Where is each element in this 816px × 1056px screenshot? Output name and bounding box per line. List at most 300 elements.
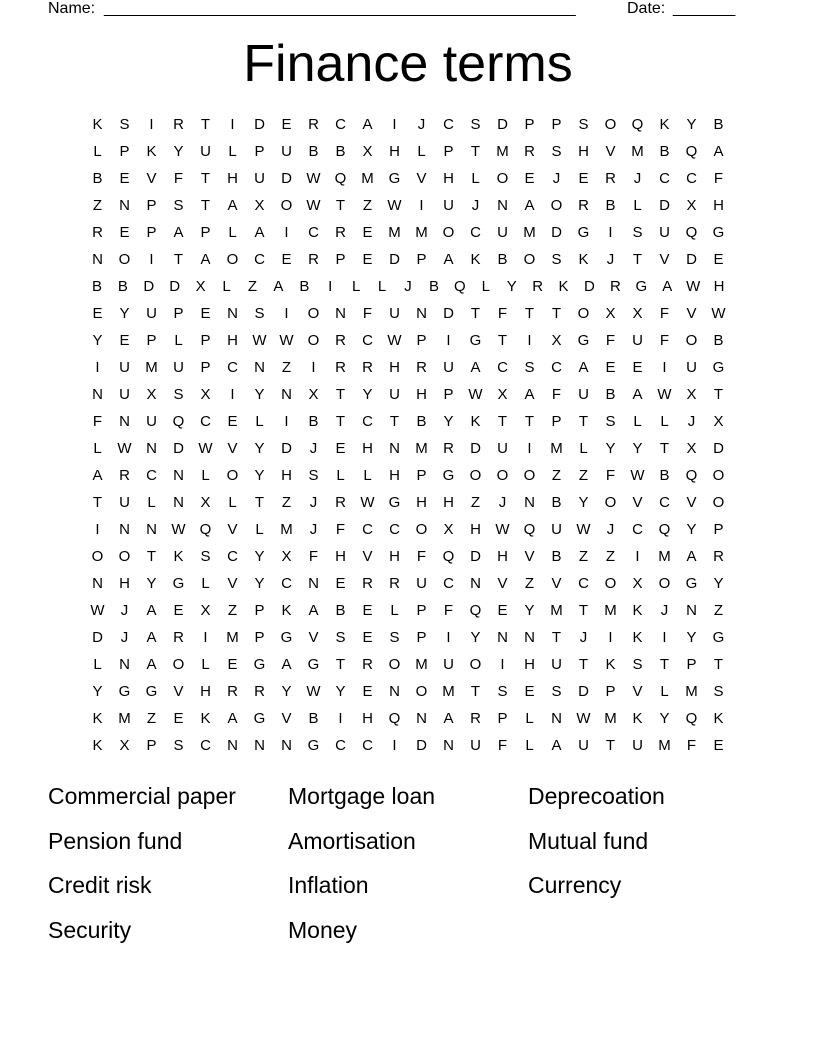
grid-letter: S — [632, 656, 643, 673]
grid-letter: B — [92, 170, 103, 187]
grid-letter: G — [307, 656, 320, 673]
grid-letter: R — [119, 467, 130, 484]
grid-letter: D — [281, 170, 292, 187]
grid-letter: M — [118, 710, 131, 727]
grid-letter: T — [470, 143, 481, 160]
grid-letter: D — [92, 629, 103, 646]
grid-letter: Y — [686, 116, 697, 133]
grid-letter: W — [657, 386, 672, 403]
grid-letter: L — [660, 413, 669, 430]
grid-letter: A — [578, 359, 589, 376]
grid-letter: P — [254, 602, 265, 619]
grid-letter: F — [416, 548, 427, 565]
grid-letter: T — [578, 413, 589, 430]
grid-letter: D — [584, 278, 595, 295]
grid-letter: Y — [92, 332, 103, 349]
grid-letter: Q — [388, 710, 401, 727]
grid-letter: E — [335, 440, 346, 457]
grid-letter: L — [201, 575, 210, 592]
grid-letter: O — [442, 224, 455, 241]
grid-letter: A — [443, 251, 454, 268]
grid-letter: R — [416, 359, 427, 376]
grid-letter: A — [308, 602, 319, 619]
grid-letter: A — [227, 197, 238, 214]
grid-letter: E — [227, 413, 238, 430]
grid-letter: X — [200, 602, 211, 619]
grid-letter: K — [632, 602, 643, 619]
grid-letter: O — [226, 467, 239, 484]
grid-letter: Q — [454, 278, 466, 295]
grid-letter: N — [335, 305, 346, 322]
grid-letter: C — [659, 494, 670, 511]
grid-letter: K — [146, 143, 157, 160]
grid-letter: M — [658, 737, 671, 754]
grid-letter: U — [254, 170, 265, 187]
grid-letter: B — [308, 710, 319, 727]
grid-letter: L — [390, 602, 399, 619]
grid-letter: Y — [506, 278, 517, 295]
grid-letter: X — [686, 440, 697, 457]
grid-letter: E — [281, 251, 292, 268]
header — [48, 0, 748, 20]
name-field-line: _____________________________________________________ — [104, 0, 576, 17]
grid-letter: N — [281, 737, 292, 754]
grid-letter: F — [605, 332, 616, 349]
grid-letter: C — [686, 170, 697, 187]
grid-letter: L — [417, 143, 426, 160]
grid-letter: D — [443, 305, 454, 322]
grid-letter: W — [360, 494, 375, 511]
grid-letter: Y — [281, 683, 292, 700]
grid-letter: O — [523, 251, 536, 268]
grid-letter: H — [524, 656, 535, 673]
grid-letter: F — [713, 170, 724, 187]
grid-letter: I — [284, 413, 289, 430]
grid-letter: Y — [443, 413, 454, 430]
grid-letter: U — [632, 737, 643, 754]
grid-letter: S — [389, 629, 400, 646]
grid-letter: L — [525, 710, 534, 727]
grid-letter: Z — [227, 602, 238, 619]
grid-row — [84, 192, 732, 219]
grid-letter: T — [200, 197, 211, 214]
grid-letter: T — [713, 656, 724, 673]
grid-letter: A — [443, 710, 454, 727]
grid-letter: N — [524, 494, 535, 511]
grid-letter: V — [416, 170, 427, 187]
word-bank-item: Commercial paper — [48, 783, 236, 809]
grid-letter: V — [173, 683, 184, 700]
grid-letter: P — [146, 737, 157, 754]
grid-letter: F — [335, 521, 346, 538]
grid-letter: O — [469, 656, 482, 673]
grid-letter: U — [470, 737, 481, 754]
grid-letter: F — [308, 548, 319, 565]
grid-letter: O — [604, 575, 617, 592]
grid-letter: G — [253, 656, 266, 673]
grid-letter: M — [685, 683, 698, 700]
grid-letter: D — [551, 224, 562, 241]
grid-letter: S — [200, 548, 211, 565]
grid-row — [84, 246, 732, 273]
grid-letter: G — [388, 170, 401, 187]
grid-letter: Y — [254, 548, 265, 565]
grid-letter: E — [173, 710, 184, 727]
grid-letter: S — [551, 143, 562, 160]
grid-letter: H — [389, 548, 400, 565]
grid-letter: T — [335, 656, 346, 673]
grid-letter: V — [524, 548, 535, 565]
grid-letter: T — [470, 305, 481, 322]
grid-letter: O — [658, 575, 671, 592]
grid-letter: I — [500, 656, 505, 673]
grid-letter: W — [117, 440, 132, 457]
grid-letter: G — [388, 494, 401, 511]
grid-letter: W — [171, 521, 186, 538]
grid-letter: M — [226, 629, 239, 646]
grid-letter: S — [578, 116, 589, 133]
grid-letter: R — [609, 278, 621, 295]
grid-letter: Z — [524, 575, 535, 592]
grid-letter: O — [307, 332, 320, 349]
grid-letter: I — [446, 332, 451, 349]
grid-letter: F — [362, 305, 373, 322]
grid-letter: D — [713, 440, 724, 457]
grid-letter: C — [362, 737, 373, 754]
grid-letter: Q — [685, 224, 698, 241]
grid-letter: H — [335, 548, 346, 565]
grid-letter: P — [524, 116, 535, 133]
grid-letter: E — [713, 737, 724, 754]
grid-letter: U — [443, 359, 454, 376]
grid-letter: S — [470, 116, 481, 133]
grid-letter: W — [630, 467, 645, 484]
grid-letter: R — [308, 251, 319, 268]
grid-letter: V — [146, 170, 157, 187]
grid-letter: T — [389, 413, 400, 430]
grid-letter: I — [662, 629, 667, 646]
grid-letter: I — [527, 332, 532, 349]
grid-letter: W — [576, 521, 591, 538]
grid-letter: N — [416, 710, 427, 727]
grid-letter: E — [632, 359, 643, 376]
grid-letter: T — [335, 197, 346, 214]
grid-letter: S — [497, 683, 508, 700]
grid-letter: J — [606, 521, 615, 538]
grid-letter: O — [604, 116, 617, 133]
grid-letter: T — [497, 413, 508, 430]
grid-letter: P — [200, 224, 211, 241]
grid-letter: N — [173, 467, 184, 484]
grid-letter: H — [227, 170, 238, 187]
grid-letter: N — [281, 386, 292, 403]
grid-row — [84, 489, 732, 516]
grid-letter: T — [632, 251, 643, 268]
grid-letter: O — [712, 467, 725, 484]
grid-letter: L — [147, 494, 156, 511]
grid-letter: N — [146, 521, 157, 538]
grid-letter: R — [389, 575, 400, 592]
grid-letter: N — [497, 197, 508, 214]
grid-letter: V — [686, 305, 697, 322]
grid-letter: Z — [470, 494, 481, 511]
grid-letter: B — [91, 278, 102, 295]
grid-letter: X — [497, 386, 508, 403]
grid-letter: Y — [146, 575, 157, 592]
grid-letter: K — [632, 629, 643, 646]
grid-row — [84, 705, 732, 732]
grid-letter: N — [389, 683, 400, 700]
grid-letter: B — [497, 251, 508, 268]
grid-row — [84, 570, 732, 597]
grid-letter: J — [120, 629, 129, 646]
grid-letter: R — [227, 683, 238, 700]
grid-letter: D — [389, 251, 400, 268]
grid-letter: U — [173, 359, 184, 376]
grid-letter: E — [362, 683, 373, 700]
grid-letter: P — [713, 521, 724, 538]
grid-letter: R — [335, 224, 346, 241]
grid-letter: W — [468, 386, 483, 403]
grid-letter: U — [119, 359, 130, 376]
grid-letter: K — [659, 116, 670, 133]
grid-letter: Q — [631, 116, 644, 133]
grid-letter: O — [118, 251, 131, 268]
grid-letter: L — [93, 656, 102, 673]
grid-letter: R — [362, 575, 373, 592]
grid-letter: I — [608, 629, 613, 646]
grid-letter: J — [606, 251, 615, 268]
grid-letter: O — [415, 683, 428, 700]
grid-letter: R — [173, 116, 184, 133]
grid-letter: N — [146, 440, 157, 457]
grid-letter: H — [470, 521, 481, 538]
grid-letter: J — [309, 494, 318, 511]
grid-letter: S — [119, 116, 130, 133]
grid-letter: S — [605, 413, 616, 430]
grid-letter: N — [686, 602, 697, 619]
grid-letter: U — [200, 143, 211, 160]
grid-letter: K — [470, 413, 481, 430]
grid-letter: B — [416, 413, 427, 430]
grid-letter: L — [228, 143, 237, 160]
grid-row — [84, 354, 732, 381]
grid-letter: Y — [254, 440, 265, 457]
grid-letter: X — [146, 386, 157, 403]
grid-letter: H — [389, 467, 400, 484]
grid-letter: G — [280, 629, 293, 646]
grid-letter: C — [254, 251, 265, 268]
word-bank-item: Mortgage loan — [288, 783, 436, 809]
grid-letter: A — [281, 656, 292, 673]
grid-letter: N — [254, 737, 265, 754]
grid-letter: A — [273, 278, 284, 295]
grid-letter: M — [550, 440, 563, 457]
grid-letter: R — [443, 440, 454, 457]
grid-letter: B — [299, 278, 310, 295]
grid-letter: J — [687, 413, 696, 430]
grid-letter: K — [92, 710, 103, 727]
grid-letter: M — [415, 656, 428, 673]
grid-letter: U — [281, 143, 292, 160]
grid-letter: U — [551, 656, 562, 673]
grid-letter: Y — [92, 683, 103, 700]
grid-letter: J — [417, 116, 426, 133]
grid-letter: X — [632, 305, 643, 322]
grid-letter: M — [523, 224, 536, 241]
grid-letter: D — [281, 440, 292, 457]
grid-letter: Y — [686, 521, 697, 538]
grid-letter: I — [662, 359, 667, 376]
grid-letter: E — [119, 170, 130, 187]
grid-letter: O — [280, 197, 293, 214]
grid-letter: F — [497, 737, 508, 754]
grid-letter: D — [169, 278, 181, 295]
grid-letter: T — [335, 413, 346, 430]
grid-letter: T — [659, 440, 670, 457]
grid-letter: V — [227, 440, 238, 457]
grid-letter: J — [633, 170, 642, 187]
grid-letter: O — [307, 305, 320, 322]
grid-letter: Y — [713, 575, 724, 592]
grid-letter: C — [227, 548, 238, 565]
grid-letter: R — [335, 359, 346, 376]
grid-letter: H — [200, 683, 211, 700]
grid-letter: P — [497, 710, 508, 727]
grid-letter: W — [387, 332, 402, 349]
grid-letter: L — [633, 197, 642, 214]
grid-letter: L — [336, 467, 345, 484]
date-field-line: _______ — [673, 0, 736, 17]
grid-letter: I — [392, 116, 397, 133]
date-label: Date: — [627, 0, 666, 17]
grid-letter: X — [713, 413, 724, 430]
word-bank-item: Security — [48, 916, 132, 943]
grid-letter: V — [605, 143, 616, 160]
grid-letter: L — [174, 332, 183, 349]
grid-letter: J — [579, 629, 588, 646]
grid-letter: E — [362, 224, 373, 241]
grid-letter: C — [335, 737, 346, 754]
grid-letter: R — [92, 224, 103, 241]
grid-letter: S — [335, 629, 346, 646]
grid-letter: E — [578, 170, 589, 187]
grid-letter: U — [578, 386, 589, 403]
grid-letter: X — [551, 332, 562, 349]
grid-letter: W — [576, 710, 591, 727]
grid-letter: V — [497, 575, 508, 592]
grid-letter: O — [604, 494, 617, 511]
grid-letter: F — [659, 305, 670, 322]
grid-letter: O — [496, 467, 509, 484]
grid-letter: D — [578, 683, 589, 700]
grid-letter: E — [497, 602, 508, 619]
grid-letter: E — [362, 602, 373, 619]
grid-letter: M — [388, 224, 401, 241]
grid-letter: E — [524, 683, 535, 700]
grid-letter: P — [200, 332, 211, 349]
grid-letter: J — [498, 494, 507, 511]
grid-letter: M — [604, 602, 617, 619]
grid-letter: K — [173, 548, 184, 565]
grid-letter: X — [362, 143, 373, 160]
grid-letter: J — [309, 440, 318, 457]
grid-letter: L — [481, 278, 490, 295]
grid-letter: T — [200, 170, 211, 187]
grid-letter: D — [254, 116, 265, 133]
grid-letter: G — [635, 278, 648, 295]
grid-letter: P — [146, 224, 157, 241]
grid-letter: O — [388, 656, 401, 673]
grid-letter: N — [416, 305, 427, 322]
grid-letter: N — [119, 521, 130, 538]
grid-letter: S — [173, 386, 184, 403]
grid-letter: P — [146, 197, 157, 214]
grid-letter: H — [713, 197, 724, 214]
grid-letter: R — [605, 170, 616, 187]
grid-letter: T — [200, 116, 211, 133]
grid-letter: P — [686, 656, 697, 673]
grid-letter: Y — [362, 386, 373, 403]
grid-letter: J — [120, 602, 129, 619]
grid-letter: D — [470, 440, 481, 457]
grid-letter: G — [253, 710, 266, 727]
grid-letter: C — [362, 332, 373, 349]
grid-letter: A — [713, 143, 724, 160]
grid-letter: A — [470, 359, 481, 376]
grid-letter: D — [143, 278, 155, 295]
grid-letter: N — [497, 629, 508, 646]
grid-letter: M — [361, 170, 374, 187]
grid-letter: B — [335, 143, 346, 160]
grid-letter: V — [281, 710, 292, 727]
grid-letter: P — [416, 629, 427, 646]
grid-letter: U — [443, 197, 454, 214]
grid-letter: A — [551, 737, 562, 754]
grid-letter: O — [118, 548, 131, 565]
grid-letter: E — [119, 224, 130, 241]
grid-letter: M — [415, 224, 428, 241]
grid-letter: G — [145, 683, 158, 700]
grid-letter: P — [146, 332, 157, 349]
grid-letter: F — [92, 413, 103, 430]
grid-row — [84, 219, 732, 246]
grid-letter: U — [659, 224, 670, 241]
grid-letter: O — [496, 170, 509, 187]
grid-letter: S — [308, 467, 319, 484]
grid-letter: G — [685, 575, 698, 592]
grid-letter: Q — [658, 521, 671, 538]
grid-letter: P — [416, 467, 427, 484]
grid-letter: K — [470, 251, 481, 268]
grid-letter: V — [227, 521, 238, 538]
grid-letter: I — [635, 548, 640, 565]
grid-letter: K — [713, 710, 724, 727]
grid-letter: V — [362, 548, 373, 565]
grid-letter: L — [363, 467, 372, 484]
grid-letter: R — [532, 278, 544, 295]
grid-letter: U — [146, 305, 157, 322]
grid-letter: M — [496, 143, 509, 160]
grid-letter: T — [578, 656, 589, 673]
grid-letter: C — [470, 224, 481, 241]
grid-letter: X — [200, 494, 211, 511]
grid-letter: N — [470, 575, 481, 592]
grid-row — [84, 408, 732, 435]
grid-letter: G — [307, 737, 320, 754]
word-bank-item: Pension fund — [48, 827, 183, 854]
grid-letter: M — [631, 143, 644, 160]
